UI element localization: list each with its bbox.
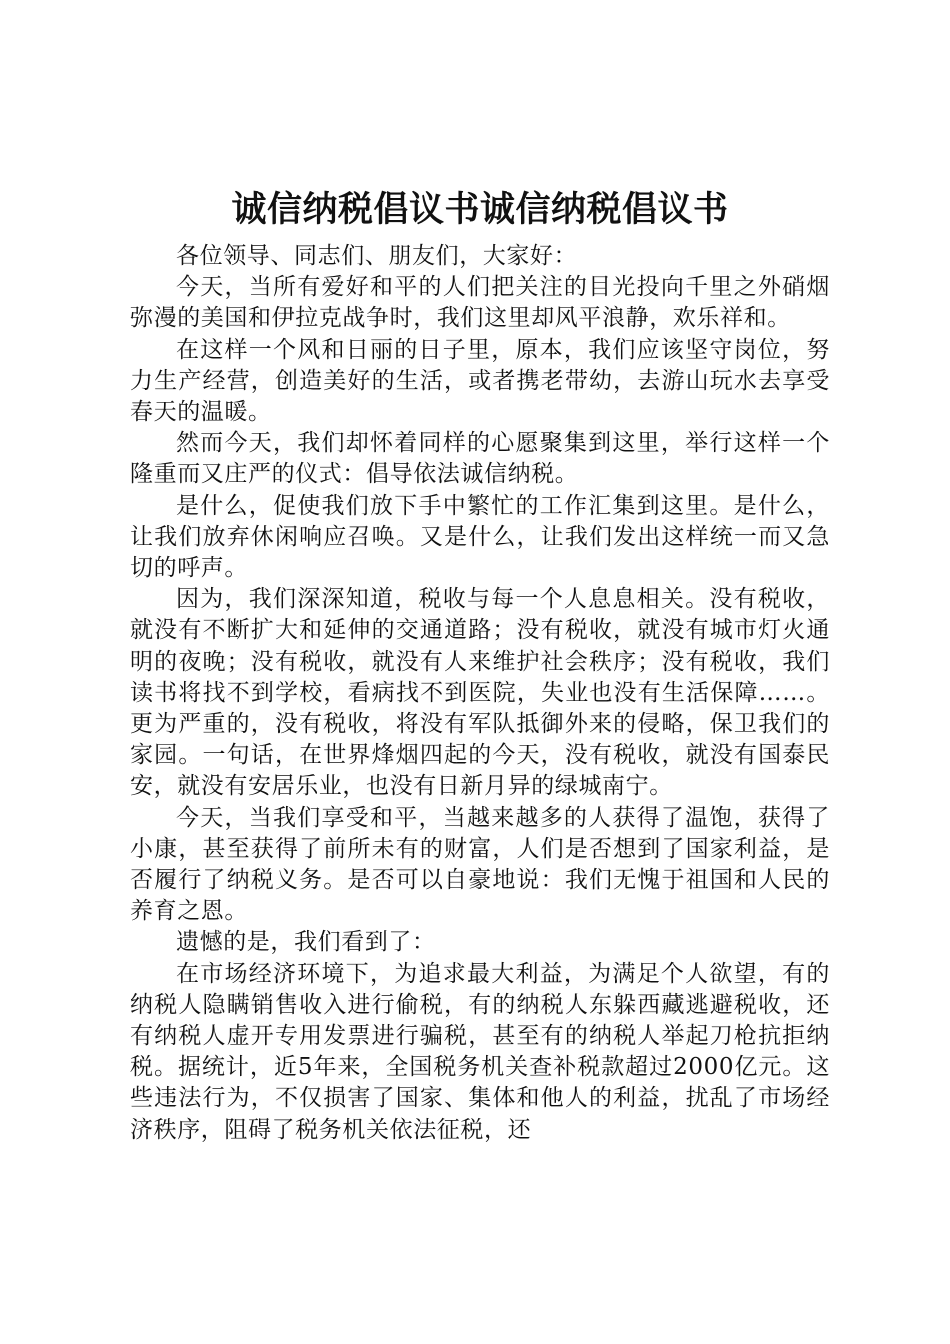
paragraph: 今天，当所有爱好和平的人们把关注的目光投向千里之外硝烟弥漫的美国和伊拉克战争时，我们这里却风平浪静，欢乐祥和。	[130, 274, 830, 332]
paragraph: 在市场经济环境下，为追求最大利益，为满足个人欲望，有的纳税人隐瞒销售收入进行偷税，有的纳税人东躲西藏逃避税收，还有纳税人虚开专用发票进行骗税，甚至有的纳税人举起刀枪抗拒纳税。据统计，近5年来，全国税务机关查补税款超过2000亿元。这些违法行为，不仅损害了国家、集体和他人的利益，扰乱了市场经济秩序，阻碍了税务机关依法征税，还	[130, 960, 830, 1143]
paragraph: 是什么，促使我们放下手中繁忙的工作汇集到这里。是什么，让我们放弃休闲响应召唤。又是什么，让我们发出这样统一而又急切的呼声。	[130, 492, 830, 582]
paragraph-greeting: 各位领导、同志们、朋友们，大家好：	[176, 243, 578, 269]
paragraph: 今天，当我们享受和平，当越来越多的人获得了温饱，获得了小康，甚至获得了前所未有的财富，人们是否想到了国家利益，是否履行了纳税义务。是否可以自豪地说：我们无愧于祖国和人民的养育之恩。	[130, 804, 830, 925]
paragraph: 遗憾的是，我们看到了：	[176, 929, 436, 956]
document-page	[130, 185, 830, 1146]
document-title: 诚信纳税倡议书诚信纳税倡议书	[231, 190, 729, 230]
paragraph: 因为，我们深深知道，税收与每一个人息息相关。没有税收，就没有不断扩大和延伸的交通道路；没有税收，就没有城市灯火通明的夜晚；没有税收，就没有人来维护社会秩序；没有税收，我们读书将找不到学校，看病找不到医院，失业也没有生活保障……。更为严重的，没有税收，将没有军队抵御外来的侵略，保卫我们的家园。一句话，在世界烽烟四起的今天，没有税收，就没有国泰民安，就没有安居乐业，也没有日新月异的绿城南宁。	[130, 586, 830, 800]
paragraph: 然而今天，我们却怀着同样的心愿聚集到这里，举行这样一个隆重而又庄严的仪式：倡导依法诚信纳税。	[130, 430, 830, 488]
paragraph: 在这样一个风和日丽的日子里，原本，我们应该坚守岗位，努力生产经营，创造美好的生活，或者携老带幼，去游山玩水去享受春天的温暖。	[130, 336, 830, 426]
